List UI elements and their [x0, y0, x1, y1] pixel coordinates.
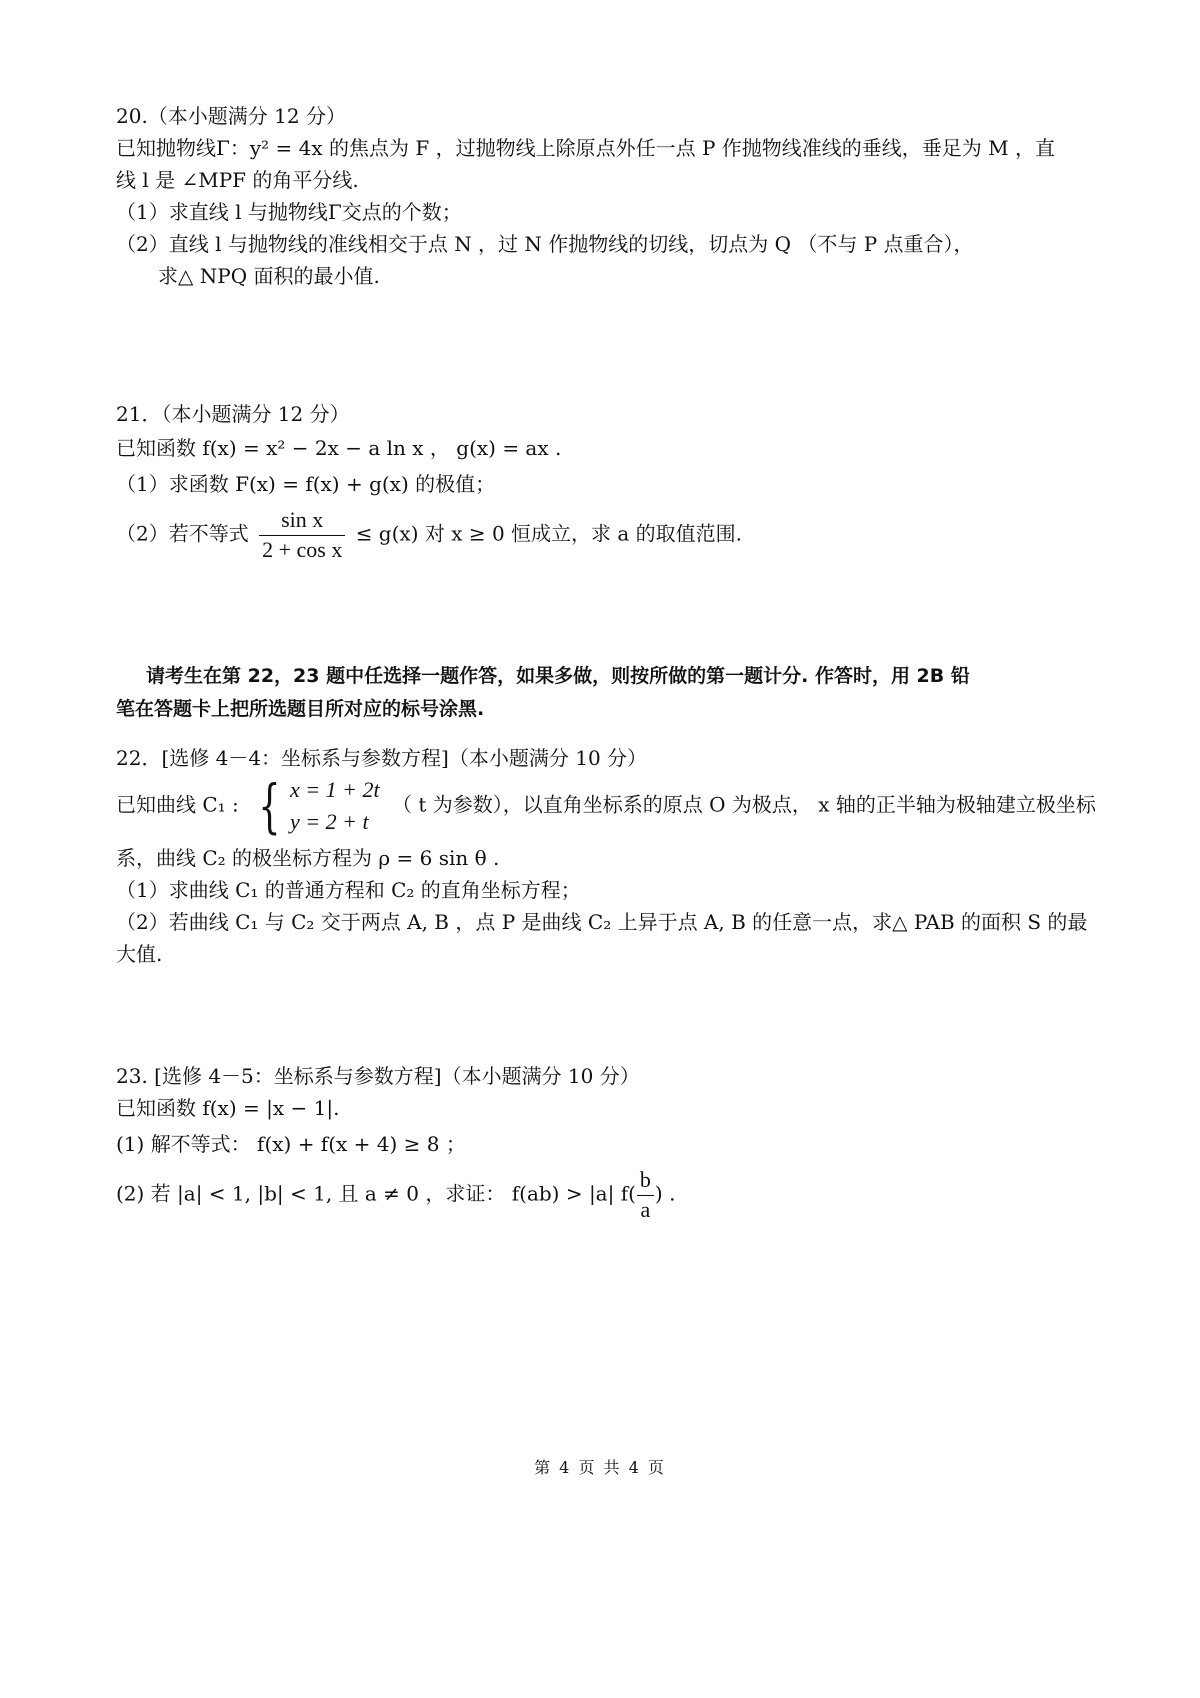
question-22-header: 22．[选修 4－4：坐标系与参数方程]（本小题满分 10 分） — [116, 746, 648, 770]
fraction-denominator: 2 + cos x — [262, 536, 343, 562]
fraction-denominator: a — [640, 1196, 651, 1222]
fraction-sin-over-cos — [259, 506, 345, 564]
question-21-part-2-prefix: （2）若不等式 — [116, 521, 249, 546]
question-23-stem: 已知函数 f(x) = |x − 1|. — [116, 1096, 340, 1120]
question-22-curve-label: 已知曲线 C₁ : — [116, 792, 239, 817]
equation-x: x = 1 + 2t — [290, 777, 380, 802]
question-22-stem-line-1 — [116, 771, 1096, 840]
instruction-line-1: 请考生在第 22，23 题中任选择一题作答，如果多做，则按所做的第一题计分. 作答时，用 2B 铅 — [146, 665, 970, 687]
instruction-line-2: 笔在答题卡上把所选题目所对应的标号涂黑. — [116, 698, 485, 721]
fraction-numerator: b — [637, 1166, 654, 1196]
question-20-stem-line-2: 线 l 是 ∠MPF 的角平分线. — [116, 168, 359, 192]
question-23 — [116, 1060, 1096, 1224]
fraction-b-over-a — [637, 1166, 654, 1224]
question-21-part-1: （1）求函数 F(x) = f(x) + g(x) 的极值； — [116, 472, 496, 496]
question-22-part-2: （2）若曲线 C₁ 与 C₂ 交于两点 A, B ，点 P 是曲线 C₂ 上异于点 A, B 的任意一点，求△ PAB 的面积 S 的最 — [116, 909, 1088, 934]
question-20-header: 20.（本小题满分 12 分） — [116, 104, 346, 128]
question-21-header: 21．（本小题满分 12 分） — [116, 402, 350, 426]
question-20-part-2-cont: 求△ NPQ 面积的最小值. — [158, 264, 380, 288]
question-20-part-1: （1）求直线 l 与抛物线Γ交点的个数； — [116, 200, 462, 224]
question-20-part-2: （2）直线 l 与抛物线的准线相交于点 N ，过 N 作抛物线的切线，切点为 Q （不与 P 点重合）， — [116, 232, 974, 256]
question-21-stem: 已知函数 f(x) = x² − 2x − a ln x ， g(x) = ax . — [116, 436, 562, 460]
question-23-header: 23. [选修 4－5：坐标系与参数方程]（本小题满分 10 分） — [116, 1064, 640, 1088]
question-23-part-1: (1) 解不等式： f(x) + f(x + 4) ≥ 8 ； — [116, 1132, 466, 1156]
question-22-part-1: （1）求曲线 C₁ 的普通方程和 C₂ 的直角坐标方程； — [116, 877, 581, 902]
question-21 — [116, 398, 1096, 564]
page-footer: 第 4 页 共 4 页 — [534, 1458, 666, 1477]
question-22-stem-line-1-rest: （ t 为参数），以直角坐标系的原点 O 为极点， x 轴的正半轴为极轴建立极坐标 — [391, 792, 1096, 817]
fraction-numerator: sin x — [259, 506, 345, 536]
equation-y: y = 2 + t — [290, 808, 369, 834]
question-23-part-2 — [116, 1166, 1096, 1224]
question-20 — [116, 100, 1096, 292]
question-22 — [116, 742, 1096, 970]
parametric-equation-system — [251, 771, 380, 840]
question-21-part-2 — [116, 506, 1096, 564]
question-21-part-2-suffix: ≤ g(x) 对 x ≥ 0 恒成立，求 a 的取值范围. — [355, 521, 743, 546]
question-20-stem-line-1: 已知抛物线Γ：y² = 4x 的焦点为 F ，过抛物线上除原点外任一点 P 作抛物线准线的垂线，垂足为 M ，直 — [116, 136, 1055, 160]
selection-instruction — [116, 660, 1096, 727]
equation-rows — [290, 774, 380, 838]
question-22-part-2-cont: 大值. — [116, 941, 163, 966]
question-23-part-2-prefix: (2) 若 |a| < 1, |b| < 1, 且 a ≠ 0 ，求证： f(ab) > |a| f( — [116, 1181, 636, 1206]
question-23-part-2-suffix: ) . — [654, 1181, 676, 1206]
question-22-stem-line-2: 系，曲线 C₂ 的极坐标方程为 ρ = 6 sin θ . — [116, 845, 500, 870]
left-brace-icon: { — [258, 771, 281, 840]
